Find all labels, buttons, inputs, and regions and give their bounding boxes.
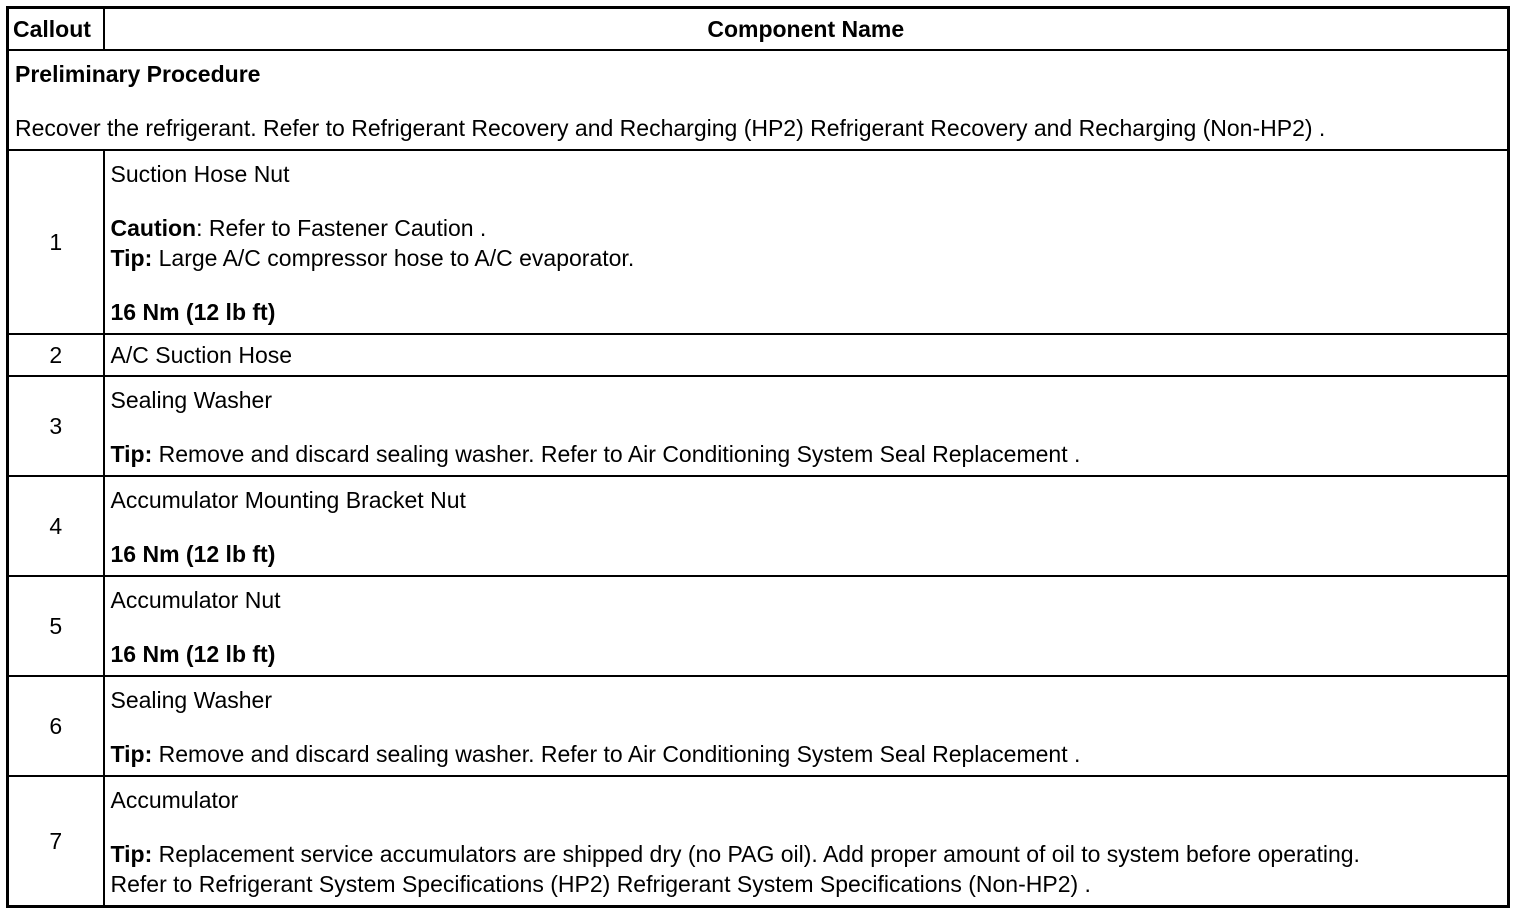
tip-text: Large A/C compressor hose to A/C evaporator. xyxy=(152,245,635,271)
caution-text: : Refer to Fastener Caution . xyxy=(196,215,487,241)
tip-label: Tip: xyxy=(110,741,153,767)
torque-spec: 16 Nm (12 lb ft) xyxy=(110,641,276,667)
callout-number: 4 xyxy=(8,476,104,576)
table-row xyxy=(8,376,1509,476)
tip-label: Tip: xyxy=(110,841,153,867)
callout-column-header: Callout xyxy=(8,8,104,51)
component-cell xyxy=(104,476,1509,576)
component-name: Accumulator Mounting Bracket Nut xyxy=(110,487,466,513)
table-row xyxy=(8,476,1509,576)
torque-spec: 16 Nm (12 lb ft) xyxy=(110,299,276,325)
component-cell xyxy=(104,376,1509,476)
component-cell xyxy=(104,334,1509,376)
component-name: A/C Suction Hose xyxy=(110,342,293,368)
tip-text: Remove and discard sealing washer. Refer to Air Conditioning System Seal Replacement . xyxy=(152,441,1081,467)
tip-label: Tip: xyxy=(110,245,153,271)
tip-text-continued: Refer to Refrigerant System Specifications (HP2) Refrigerant System Specifications (Non-HP2) . xyxy=(110,871,1091,897)
callout-number: 7 xyxy=(8,776,104,907)
caution-label: Caution xyxy=(110,215,197,241)
component-name: Suction Hose Nut xyxy=(110,161,290,187)
table-row xyxy=(8,576,1509,676)
torque-spec: 16 Nm (12 lb ft) xyxy=(110,541,276,567)
table-row xyxy=(8,150,1509,334)
tip-label: Tip: xyxy=(110,441,153,467)
table-row xyxy=(8,776,1509,907)
callout-number: 1 xyxy=(8,150,104,334)
header-row xyxy=(8,8,1509,51)
component-name: Accumulator xyxy=(110,787,239,813)
callout-number: 3 xyxy=(8,376,104,476)
preliminary-procedure-title: Preliminary Procedure xyxy=(15,61,261,87)
preliminary-procedure-row xyxy=(8,50,1509,150)
table-row xyxy=(8,334,1509,376)
callout-number: 2 xyxy=(8,334,104,376)
component-name-column-header: Component Name xyxy=(104,8,1509,51)
component-cell xyxy=(104,676,1509,776)
component-cell xyxy=(104,150,1509,334)
component-name: Accumulator Nut xyxy=(110,587,281,613)
table-row xyxy=(8,676,1509,776)
component-name: Sealing Washer xyxy=(110,687,273,713)
component-cell xyxy=(104,576,1509,676)
component-cell xyxy=(104,776,1509,907)
preliminary-procedure-text: Recover the refrigerant. Refer to Refrigerant Recovery and Recharging (HP2) Refrigerant Recovery and Recharging (Non-HP2) . xyxy=(15,115,1326,141)
tip-text: Remove and discard sealing washer. Refer to Air Conditioning System Seal Replacement . xyxy=(152,741,1081,767)
callout-number: 6 xyxy=(8,676,104,776)
component-name: Sealing Washer xyxy=(110,387,273,413)
callout-number: 5 xyxy=(8,576,104,676)
tip-text: Replacement service accumulators are shipped dry (no PAG oil). Add proper amount of oil to system before operating. xyxy=(152,841,1360,867)
preliminary-procedure-cell xyxy=(8,50,1509,150)
component-table-frame xyxy=(6,6,1507,908)
component-table xyxy=(6,6,1510,908)
